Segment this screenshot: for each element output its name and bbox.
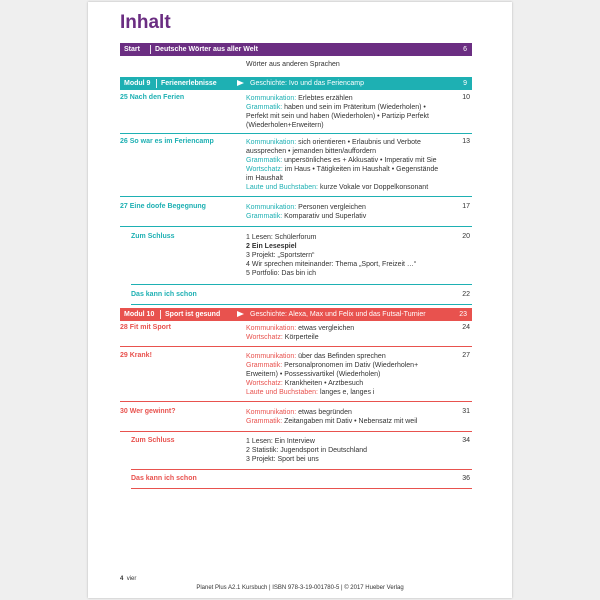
lesson-29-wortschatz: Wortschatz: Krankheiten • Arztbesuch [246,380,364,387]
page-title: Inhalt [120,12,171,33]
lesson-29-kommunikation: Kommunikation: über das Befinden sprechen [246,353,386,360]
modul10-bar [120,308,472,321]
start-title: Deutsche Wörter aus aller Welt [155,46,258,53]
modul9-zs-item-3: 3 Projekt: „Sportstern“ [246,252,315,259]
divider [120,196,472,197]
lesson-25-grammatik: Grammatik: haben und sein im Präteritum (Wiederholen) • [246,104,426,111]
modul9-bar [120,77,472,90]
divider [131,469,472,470]
divider [120,226,472,227]
lesson-27-title: 27 Eine doofe Begegnung [120,203,206,210]
lesson-28-kommunikation: Kommunikation: etwas vergleichen [246,325,355,332]
lesson-27-page: 17 [462,203,470,210]
modul9-zs-item-1: 1 Lesen: Schülerforum [246,234,317,241]
modul10-page: 23 [459,311,467,318]
start-subtitle: Wörter aus anderen Sprachen [246,61,340,68]
arrow-icon [237,80,244,86]
lesson-26-title: 26 So war es im Feriencamp [120,138,214,145]
lesson-26-wortschatz: Wortschatz: im Haus • Tätigkeiten im Haushalt • Gegenstände [246,166,439,173]
divider [120,346,472,347]
footer-imprint: Planet Plus A2.1 Kursbuch | ISBN 978-3-19-001780-5 | © 2017 Hueber Verlag [196,585,404,591]
modul10-zum-schluss-title: Zum Schluss [131,437,175,444]
lesson-25-grammatik-line3: (Wiederholen+Erweitern) [246,122,324,129]
lesson-30-kommunikation: Kommunikation: etwas begründen [246,409,352,416]
lesson-30-page: 31 [462,408,470,415]
lesson-26-page: 13 [462,138,470,145]
bar-separator [150,45,151,54]
lesson-30-title: 30 Wer gewinnt? [120,408,176,415]
divider [131,284,472,285]
bar-separator [156,79,157,88]
bar-separator [160,310,161,319]
modul9-title: Ferienerlebnisse [161,80,217,87]
modul10-title: Sport ist gesund [165,311,221,318]
modul9-page: 9 [463,80,467,87]
modul9-tag: Modul 9 [124,80,151,87]
modul10-zum-schluss-page: 34 [462,437,470,444]
lesson-30-grammatik: Grammatik: Zeitangaben mit Dativ • Nebensatz mit weil [246,418,418,425]
start-bar [120,43,472,56]
lesson-26-laute: Laute und Buchstaben: kurze Vokale vor Doppelkonsonant [246,184,429,191]
footer-page-number: 4 vier [120,576,137,582]
modul9-zs-item-5: 5 Portfolio: Das bin ich [246,270,317,277]
modul9-story: Geschichte: Ivo und das Feriencamp [250,80,365,87]
lesson-26-wortschatz-line2: im Haushalt [246,175,283,182]
divider [120,401,472,402]
lesson-29-title: 29 Krank! [120,352,152,359]
lesson-26-grammatik: Grammatik: unpersönliches es + Akkusativ • Imperativ mit Sie [246,157,437,164]
lesson-26-kommunikation-line2: aussprechen • jemanden bitten/auffordern [246,148,376,155]
lesson-29-laute: Laute und Buchstaben: langes e, langes i [246,389,375,396]
lesson-28-title: 28 Fit mit Sport [120,324,171,331]
lesson-26-kommunikation: Kommunikation: sich orientieren • Erlaubnis und Verbote [246,139,421,146]
modul9-zum-schluss-page: 20 [462,233,470,240]
modul9-kann-title: Das kann ich schon [131,291,197,298]
lesson-27-kommunikation: Kommunikation: Personen vergleichen [246,204,366,211]
modul9-zum-schluss-title: Zum Schluss [131,233,175,240]
modul10-zs-item-3: 3 Projekt: Sport bei uns [246,456,319,463]
modul10-story: Geschichte: Alexa, Max und Felix und das Futsal-Turnier [250,311,426,318]
contents-page [88,2,512,598]
start-tag: Start [124,46,140,53]
modul10-kann-title: Das kann ich schon [131,475,197,482]
modul10-kann-page: 36 [462,475,470,482]
lesson-27-grammatik: Grammatik: Komparativ und Superlativ [246,213,367,220]
arrow-icon [237,311,244,317]
lesson-28-page: 24 [462,324,470,331]
divider [131,488,472,489]
modul10-zs-item-2: 2 Statistik: Jugendsport in Deutschland [246,447,368,454]
lesson-25-page: 10 [462,94,470,101]
lesson-29-page: 27 [462,352,470,359]
lesson-28-wortschatz: Wortschatz: Körperteile [246,334,319,341]
start-page: 6 [463,46,467,53]
modul10-tag: Modul 10 [124,311,155,318]
lesson-25-grammatik-line2: Perfekt mit sein und haben (Wiederholen) • Partizip Perfekt [246,113,429,120]
lesson-29-grammatik: Grammatik: Personalpronomen im Dativ (Wiederholen+ [246,362,419,369]
modul9-zs-item-2: 2 Ein Lesespiel [246,243,297,250]
modul10-zs-item-1: 1 Lesen: Ein Interview [246,438,315,445]
lesson-25-title: 25 Nach den Ferien [120,94,185,101]
divider [120,133,472,134]
lesson-29-grammatik-line2: Erweitern) • Possessivartikel (Wiederholen) [246,371,381,378]
divider [120,431,472,432]
divider [131,304,472,305]
lesson-25-kommunikation: Kommunikation: Erlebtes erzählen [246,95,353,102]
modul9-zs-item-4: 4 Wir sprechen miteinander: Thema „Sport, Freizeit …“ [246,261,417,268]
modul9-kann-page: 22 [462,291,470,298]
